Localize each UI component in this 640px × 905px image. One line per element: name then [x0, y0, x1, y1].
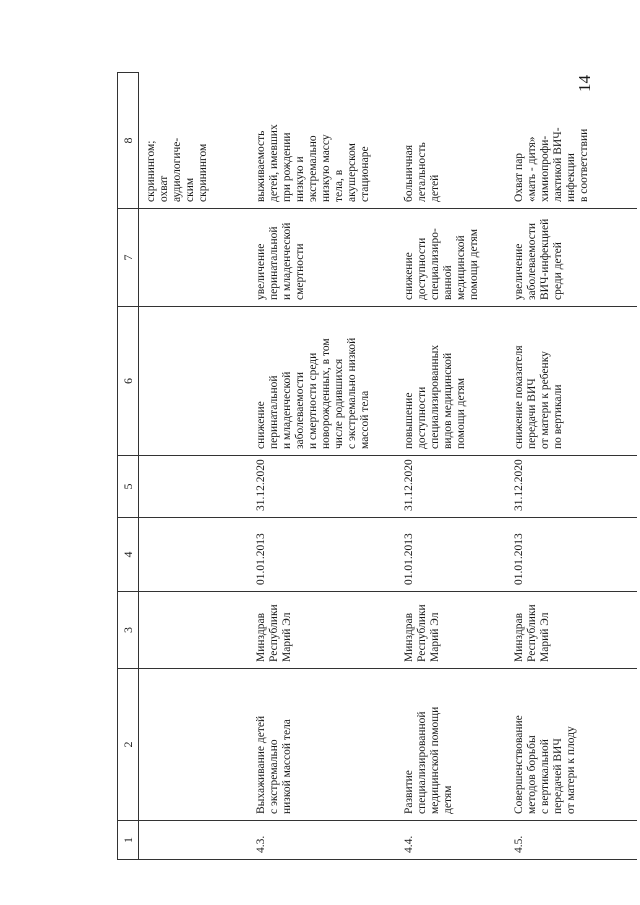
start-date: 01.01.2013 [249, 518, 397, 592]
header-col-6: 6 [118, 307, 139, 456]
end-date: 31.12.2020 [397, 456, 507, 518]
expected-result: снижение показателя передачи ВИЧ от матери к ребенку по вертикали [507, 307, 637, 456]
header-col-3: 3 [118, 592, 139, 669]
expected-result: повышение доступности специализированных видов медицинской помощи детям [397, 307, 507, 456]
consequences: увеличение заболеваемости ВИЧ-инфекцией среди детей [507, 209, 637, 307]
continuation-row [139, 73, 250, 860]
header-col-2: 2 [118, 669, 139, 821]
header-col-4: 4 [118, 518, 139, 592]
indicators: выживаемость детей, имевших при рождении низкую и экстремально низкую массу тела, в акушерском стационаре [249, 73, 397, 209]
table-row [397, 73, 507, 860]
start-date: 01.01.2013 [397, 518, 507, 592]
start-date: 01.01.2013 [507, 518, 637, 592]
indicators: Охват пар «мать - дитя» химиопрофи- лактикой ВИЧ- инфекции в соответствии [507, 73, 637, 209]
row-number: 4.4. [397, 821, 507, 860]
executor: Минздрав Республики Марий Эл [249, 592, 397, 669]
executor: Минздрав Республики Марий Эл [507, 592, 637, 669]
header-col-1: 1 [118, 821, 139, 860]
indicators: больничная летальность детей [397, 73, 507, 209]
measure-name: Выхаживание детей с экстремально низкой массой тела [249, 669, 397, 821]
header-col-8: 8 [118, 73, 139, 209]
table-row [507, 73, 637, 860]
end-date: 31.12.2020 [507, 456, 637, 518]
header-col-7: 7 [118, 209, 139, 307]
continuation-indicators: скринингом; охват аудиологиче- ским скринингом [139, 73, 250, 209]
consequences: снижение доступности специализиро- ванной медицинской помощи детям [397, 209, 507, 307]
consequences: увеличение перинатальной и младенческой смертности [249, 209, 397, 307]
measure-name: Развитие специализированной медицинской помощи детям [397, 669, 507, 821]
measures-table [117, 72, 637, 860]
header-row [118, 73, 139, 860]
row-number: 4.5. [507, 821, 637, 860]
end-date: 31.12.2020 [249, 456, 397, 518]
expected-result: снижение перинатальной и младенческой заболеваемости и смертности среди новорожденных, в том числе родившихся с экстремально низкой массой тела [249, 307, 397, 456]
table-row [249, 73, 397, 860]
header-col-5: 5 [118, 456, 139, 518]
page-number: 14 [575, 75, 594, 92]
measure-name: Совершенствование методов борьбы с вертикальной передачей ВИЧ от матери к плоду [507, 669, 637, 821]
row-number: 4.3. [249, 821, 397, 860]
rotated-table-container [117, 73, 590, 860]
executor: Минздрав Республики Марий Эл [397, 592, 507, 669]
